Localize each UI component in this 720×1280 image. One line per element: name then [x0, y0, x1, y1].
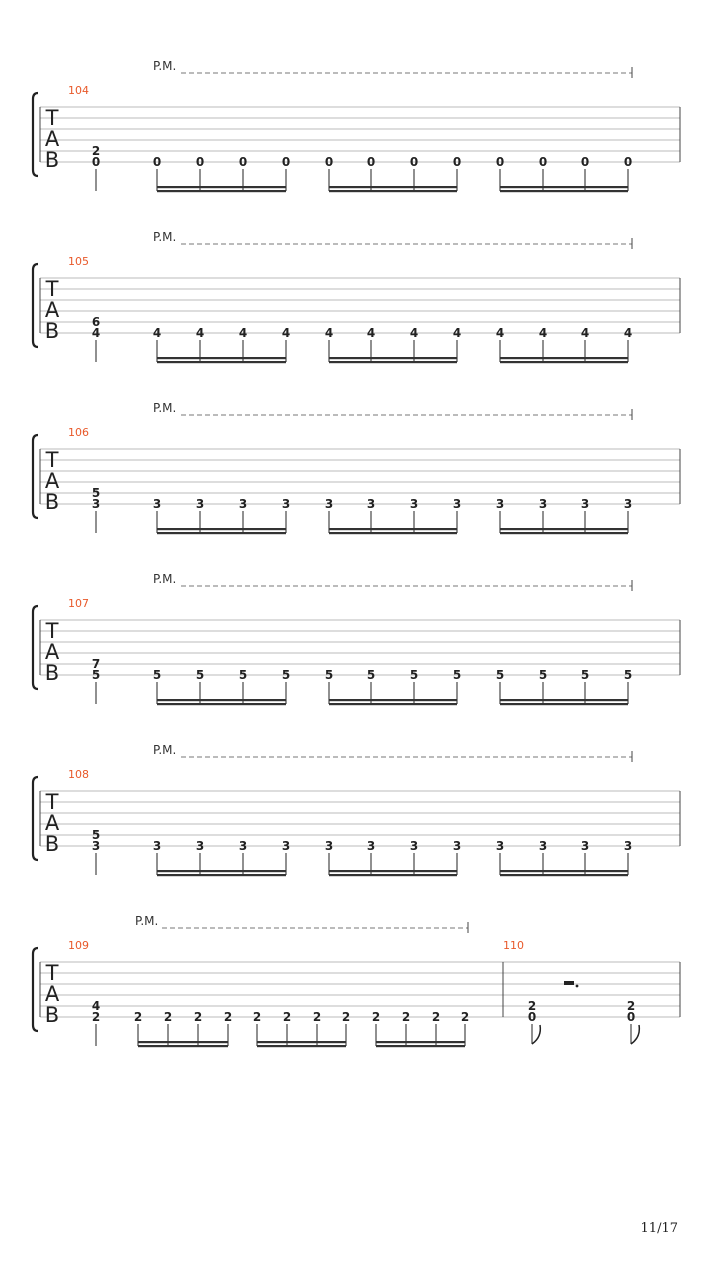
beam	[500, 699, 628, 701]
beam	[500, 361, 628, 363]
measure-number: 107	[68, 597, 89, 610]
fret-number: 4	[324, 326, 334, 340]
fret-number: 5	[91, 486, 101, 500]
palm-mute-label: P.M.	[153, 743, 177, 757]
page-number: 11/17	[640, 1221, 678, 1236]
palm-mute-label: P.M.	[153, 59, 177, 73]
fret-number: 2	[163, 1010, 173, 1024]
tab-letter: T	[45, 961, 59, 985]
beam	[500, 528, 628, 530]
system-bracket	[33, 264, 38, 347]
fret-number: 5	[195, 668, 205, 682]
beam	[329, 186, 457, 188]
fret-number: 3	[281, 839, 291, 853]
tab-letter: T	[45, 277, 59, 301]
fret-number: 2	[431, 1010, 441, 1024]
fret-number: 4	[452, 326, 462, 340]
fret-number: 2	[252, 1010, 262, 1024]
beam	[157, 699, 286, 701]
beam	[500, 190, 628, 192]
system-bracket	[33, 606, 38, 689]
measure-number: 106	[68, 426, 89, 439]
system-bracket	[33, 93, 38, 176]
tab-letter: A	[44, 811, 60, 835]
tab-letter: A	[44, 640, 60, 664]
fret-number: 5	[538, 668, 548, 682]
fret-number: 2	[282, 1010, 292, 1024]
fret-number: 3	[324, 497, 334, 511]
beam	[376, 1041, 465, 1043]
fret-number: 5	[495, 668, 505, 682]
fret-number: 3	[452, 839, 462, 853]
tab-letter: B	[44, 319, 60, 343]
fret-number: 5	[91, 668, 101, 682]
measure-number: 104	[68, 84, 89, 97]
fret-number: 3	[91, 839, 101, 853]
beam	[257, 1041, 346, 1043]
fret-number: 4	[195, 326, 205, 340]
beam	[157, 874, 286, 876]
fret-number: 4	[366, 326, 376, 340]
fret-number: 4	[580, 326, 590, 340]
fret-number: 3	[623, 839, 633, 853]
fret-number: 3	[580, 839, 590, 853]
beam	[257, 1045, 346, 1047]
fret-number: 4	[91, 326, 101, 340]
fret-number: 0	[152, 155, 162, 169]
beam	[500, 703, 628, 705]
palm-mute-label: P.M.	[153, 401, 177, 415]
beam	[500, 186, 628, 188]
fret-number: 4	[409, 326, 419, 340]
fret-number: 2	[312, 1010, 322, 1024]
tab-letter: T	[45, 790, 59, 814]
fret-number: 3	[152, 497, 162, 511]
fret-number: 2	[527, 999, 537, 1013]
fret-number: 6	[91, 315, 101, 329]
fret-number: 0	[281, 155, 291, 169]
tab-letter: B	[44, 1003, 60, 1027]
beam	[157, 361, 286, 363]
beam	[157, 703, 286, 705]
fret-number: 0	[91, 155, 101, 169]
fret-number: 5	[580, 668, 590, 682]
beam	[157, 190, 286, 192]
palm-mute-label: P.M.	[153, 230, 177, 244]
fret-number: 2	[371, 1010, 381, 1024]
beam	[500, 874, 628, 876]
fret-number: 4	[623, 326, 633, 340]
fret-number: 2	[133, 1010, 143, 1024]
beam	[138, 1045, 228, 1047]
palm-mute-label: P.M.	[153, 572, 177, 586]
fret-number: 4	[238, 326, 248, 340]
fret-number: 2	[223, 1010, 233, 1024]
fret-number: 5	[366, 668, 376, 682]
half-rest	[564, 981, 574, 985]
fret-number: 0	[238, 155, 248, 169]
fret-number: 3	[623, 497, 633, 511]
fret-number: 3	[366, 497, 376, 511]
tab-letter: T	[45, 448, 59, 472]
rest-dot	[576, 985, 579, 988]
tab-letter: A	[44, 982, 60, 1006]
system-bracket	[33, 435, 38, 518]
fret-number: 3	[195, 839, 205, 853]
tab-letter: T	[45, 106, 59, 130]
beam	[500, 357, 628, 359]
fret-number: 3	[195, 497, 205, 511]
fret-number: 0	[527, 1010, 537, 1024]
fret-number: 3	[281, 497, 291, 511]
measure-number: 110	[503, 939, 524, 952]
tab-letter: B	[44, 661, 60, 685]
beam	[329, 190, 457, 192]
fret-number: 0	[626, 1010, 636, 1024]
fret-number: 3	[366, 839, 376, 853]
fret-number: 3	[409, 839, 419, 853]
fret-number: 2	[460, 1010, 470, 1024]
fret-number: 5	[281, 668, 291, 682]
fret-number: 0	[195, 155, 205, 169]
fret-number: 3	[409, 497, 419, 511]
measure-number: 108	[68, 768, 89, 781]
fret-number: 4	[281, 326, 291, 340]
beam	[157, 528, 286, 530]
beam	[376, 1045, 465, 1047]
fret-number: 0	[538, 155, 548, 169]
fret-number: 4	[91, 999, 101, 1013]
system-bracket	[33, 948, 38, 1031]
fret-number: 4	[495, 326, 505, 340]
beam	[500, 532, 628, 534]
tab-letter: B	[44, 490, 60, 514]
fret-number: 3	[495, 839, 505, 853]
fret-number: 3	[580, 497, 590, 511]
fret-number: 2	[91, 144, 101, 158]
fret-number: 5	[238, 668, 248, 682]
fret-number: 3	[238, 839, 248, 853]
fret-number: 2	[91, 1010, 101, 1024]
fret-number: 2	[401, 1010, 411, 1024]
beam	[138, 1041, 228, 1043]
fret-number: 0	[580, 155, 590, 169]
measure-number: 109	[68, 939, 89, 952]
fret-number: 5	[91, 828, 101, 842]
fret-number: 3	[324, 839, 334, 853]
fret-number: 3	[538, 839, 548, 853]
beam	[329, 703, 457, 705]
palm-mute-label: P.M.	[135, 914, 159, 928]
beam	[329, 699, 457, 701]
fret-number: 3	[91, 497, 101, 511]
fret-number: 0	[452, 155, 462, 169]
fret-number: 0	[324, 155, 334, 169]
beam	[157, 186, 286, 188]
fret-number: 0	[623, 155, 633, 169]
fret-number: 5	[324, 668, 334, 682]
fret-number: 2	[626, 999, 636, 1013]
beam	[329, 361, 457, 363]
beam	[500, 870, 628, 872]
fret-number: 5	[152, 668, 162, 682]
tab-letter: A	[44, 127, 60, 151]
beam	[157, 532, 286, 534]
fret-number: 3	[538, 497, 548, 511]
system-bracket	[33, 777, 38, 860]
tab-letter: B	[44, 832, 60, 856]
tab-letter: A	[44, 298, 60, 322]
tab-letter: A	[44, 469, 60, 493]
fret-number: 7	[91, 657, 101, 671]
fret-number: 0	[495, 155, 505, 169]
beam	[329, 357, 457, 359]
beam	[329, 532, 457, 534]
tab-letter: T	[45, 619, 59, 643]
fret-number: 3	[238, 497, 248, 511]
fret-number: 5	[623, 668, 633, 682]
fret-number: 3	[152, 839, 162, 853]
beam	[329, 528, 457, 530]
note-flag	[631, 1025, 639, 1044]
tab-letter: B	[44, 148, 60, 172]
note-flag	[532, 1025, 540, 1044]
beam	[157, 870, 286, 872]
fret-number: 4	[538, 326, 548, 340]
beam	[157, 357, 286, 359]
fret-number: 0	[409, 155, 419, 169]
fret-number: 2	[341, 1010, 351, 1024]
measure-number: 105	[68, 255, 89, 268]
fret-number: 0	[366, 155, 376, 169]
fret-number: 3	[495, 497, 505, 511]
fret-number: 5	[409, 668, 419, 682]
fret-number: 4	[152, 326, 162, 340]
beam	[329, 874, 457, 876]
fret-number: 3	[452, 497, 462, 511]
beam	[329, 870, 457, 872]
fret-number: 2	[193, 1010, 203, 1024]
fret-number: 5	[452, 668, 462, 682]
